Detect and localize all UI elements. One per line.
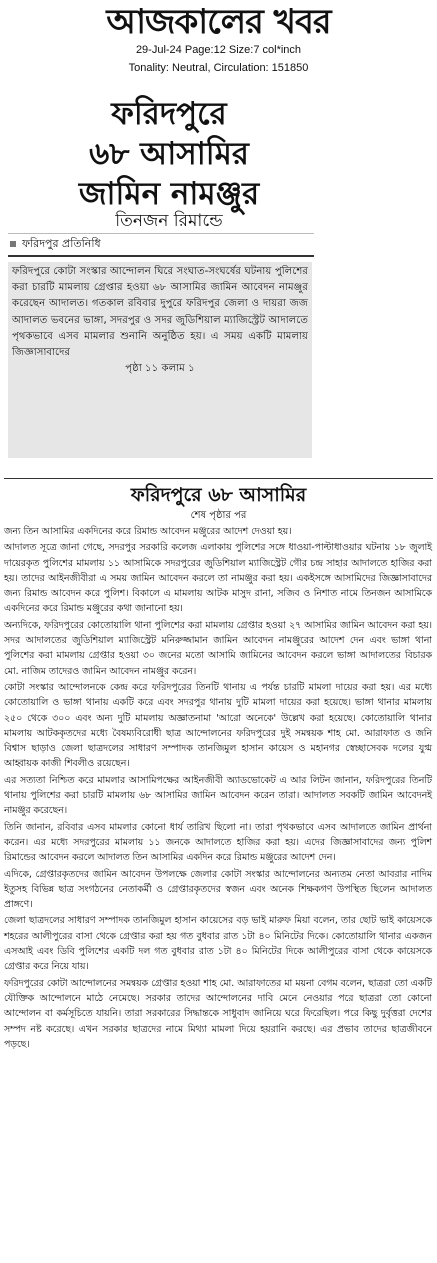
- body-paragraph: এদিকে, গ্রেপ্তারকৃতদের জামিন আবেদন উপলক্ষে জেলার কোটা সংস্কার আন্দোলনের অন্যতম নেতা আবরার নাদিম ইতুসহ বিভিন্ন ছাত্র সংগঠনের নেতাকর্মী ও গ্রেপ্তারকৃতদের স্বজন এবং অনেক শিক্ষকগণ উপস্থিত ছিলেন আদালত প্রাঙ্গণে।: [4, 868, 432, 911]
- lead-box: [8, 262, 312, 458]
- clip-meta-line-1: 29-Jul-24 Page:12 Size:7 col*inch: [135, 44, 302, 56]
- headline-divider: [8, 233, 314, 234]
- body-paragraph: এর সত্যতা নিশ্চিত করে মামলার আসামিপক্ষের আইনজীবী অ্যাডভোকেট এ আর লিটন জানান, ফরিদপুরের তিনটি থানায় পুলিশের করা চারটি মামলায় ৬৮ আসামির জামিন আবেদন করেন তারা। আদালত সবকটি জামিন আবেদনই নামঞ্জুর করেছেন।: [4, 774, 432, 817]
- headline-line-2: ৬৮ আসামির: [89, 136, 249, 172]
- jump-reference: পৃষ্ঠা ১১ কলাম ১: [125, 363, 195, 375]
- lead-text: ফরিদপুরে কোটা সংস্কার আন্দোলন ঘিরে সংঘাত-সংঘর্ষের ঘটনায় পুলিশের করা চারটি মামলায় গ্রেপ্তার হওয়া ৬৮ আসামির জামিন আবেদন নামঞ্জুর করেছেন আদালত। গতকাল রবিবার দুপুরে ফরিদপুর জেলা ও দায়রা জজ আদালত ভবনের ভাঙ্গা, সদরপুর ও সদর জুডিশিয়াল ম্যাজিস্ট্রেট আদালতে পৃথকভাবে এসব মামলার শুনানি অনুষ্ঠিত হয়। এ সময় একটি মামলায় জিজ্ঞাসাবাদের: [12, 266, 308, 359]
- body-paragraph: কোটা সংস্কার আন্দোলনকে কেন্দ্র করে ফরিদপুরের তিনটি থানায় এ পর্যন্ত চারটি মামলা দায়ের করা হয়। এর মধ্যে কোতোয়ালি ও ভাঙ্গা থানায় একটি করে এবং সদরপুর থানায় দুটি মামলা দায়ের করা হয়েছে। ভাঙ্গা থানার মামলায় ২৫০ থেকে ৩০০ এবং অন্য দুটি মামলায় অজ্ঞাতনামা 'আরো অনেকে' উল্লেখ করা হয়েছে। কোতোয়ালি থানার মামলায় আটককৃতদের মধ্যে বৈষম্যবিরোধী ছাত্র আন্দোলনের ফরিদপুরের দুই সমন্বয়ক শাহ মো. আরাফাত ও জনি বিশ্বাস ছাড়াও জেলা ছাত্রদলের সাধারণ সম্পাদক তানজিমুল হাসান কায়েস ও মহানগর স্বেচ্ছাসেবক দলের যুগ্ম আহ্বায়ক কাজী শিবলীও রয়েছেন।: [4, 681, 432, 770]
- article-body: [4, 524, 432, 1053]
- headline-line-1: ফরিদপুরে: [111, 96, 227, 132]
- bullet-icon: [10, 241, 16, 247]
- body-paragraph: জেলা ছাত্রদলের সাধারণ সম্পাদক তানজিমুল হাসান কায়েসের বড় ভাই মারুফ মিয়া বলেন, তার ছোট ভাই কায়েসকে শহরের আলীপুরের বাসা থেকে গ্রেপ্তার করা হয় গত বুধবার রাত ১টা ৪০ মিনিটের দিকে। কোতোয়ালি থানার একজন এসআই এবং ডিবি পুলিশের একটি দল গত বুধবার রাত ১টা ৪০ মিনিটের দিকে আলীপুরের বাসা থেকে কায়েসকে গ্রেপ্তার করে নিয়ে যায়।: [4, 915, 432, 973]
- subheadline: তিনজন রিমান্ডে: [115, 211, 223, 231]
- continuation-title: ফরিদপুরে ৬৮ আসামির: [130, 484, 307, 506]
- body-paragraph: জন্য তিন আসামির একদিনের করে রিমান্ড আবেদন মঞ্জুরের আদেশ দেওয়া হয়।: [4, 526, 292, 537]
- continuation-subtitle: শেষ পৃষ্ঠার পর: [190, 510, 247, 521]
- newspaper-masthead: আজকালের খবর: [106, 2, 331, 42]
- byline-text: ফরিদপুর প্রতিনিধি: [22, 237, 101, 250]
- lead-paragraph: [8, 262, 312, 377]
- section-divider: [4, 478, 433, 479]
- headline-line-3: জামিন নামঞ্জুর: [78, 176, 260, 212]
- byline: [10, 237, 101, 251]
- body-paragraph: তিনি জানান, রবিবার এসব মামলার কোনো ধার্য তারিখ ছিলো না। তারা পৃথকভাবে এসব আদালতে জামিন প্রার্থনা করেন। এর মধ্যে সদরপুরের মামলায় ১১ জনকে আদালতে হাজির করা হয়। এদের জিজ্ঞাসাবাদের জন্য পুলিশ রিমান্ডের আবেদন করলে আদালত তিন আসামির একদিন করে রিমান্ড মঞ্জুরের আদেশ দেন।: [4, 821, 432, 864]
- clip-meta-line-2: Tonality: Neutral, Circulation: 151850: [128, 62, 309, 74]
- body-paragraph: আদালত সূত্রে জানা গেছে, সদরপুর সরকারি কলেজ এলাকায় পুলিশের সঙ্গে ধাওয়া-পাল্টাধাওয়ার ঘটনায় ১৮ জুলাই দায়েরকৃত পুলিশের মামলায় ১১ আসামিকে সদরপুরের জুডিশিয়াল ম্যাজিস্ট্রেট গৌর চন্দ্র সাহার আদালতে হাজির করা হয়। তাদের আইনজীবীরা এ সময় জামিন আবেদন করলে তা নামঞ্জুর করা হয়। একইসঙ্গে আসামিদের জিজ্ঞাসাবাদের জন্য রিমান্ড আবেদন করে পুলিশ। বিকালে এ মামলায় আটক মাসুদ রানা, সজিব ও নিশাত নামে তিনজন আসামিকে একদিনের করে রিমান্ড মঞ্জুরের কথা জানানো হয়।: [4, 542, 432, 615]
- body-paragraph: ফরিদপুরের কোটা আন্দোলনের সমন্বয়ক গ্রেপ্তার হওয়া শাহ মো. আরাফাতের মা ময়না বেগম বলেন, ছাত্ররা তো একটি যৌক্তিক আন্দোলনে মাঠে নেমেছে। সরকার তাদের আন্দোলনের দাবি মেনে নেওয়ার পরে ছাত্ররা তো কোনো আন্দোলন বা কর্মসূচিতে যায়নি। তারা সরকারের সিদ্ধান্তকে সাধুবাদ জানিয়ে ঘরে ফিরেছিল। পরে কিছু দুর্বৃত্তরা দেশের সম্পদ নষ্ট করেছে। এখন সরকার ছাত্রদের নামে মিথ্যা মামলা দিয়ে হয়রানি করছে। এর প্রভাব তাদের ছাত্রজীবনে পড়ছে।: [4, 977, 433, 1050]
- byline-divider: [8, 255, 314, 257]
- body-paragraph: অন্যদিকে, ফরিদপুরের কোতোয়ালি থানা পুলিশের করা মামলায় গ্রেপ্তার হওয়া ২৭ আসামির জামিন আবেদন করা হয়। সদর আদালতের জুডিশিয়াল ম্যাজিস্ট্রেট মনিরুজ্জামান জামিন আবেদন নামঞ্জুরের আদেশ দেন এবং ভাঙ্গা থানা পুলিশের করা মামলায় গ্রেপ্তার হওয়া ৩০ জনের মতো আসামি জামিনের আবেদন করলে ভাঙ্গা আদালতের বিচারক মো. নাজিম তাদেরও জামিন আবেদন নামঞ্জুর করেন।: [4, 619, 432, 677]
